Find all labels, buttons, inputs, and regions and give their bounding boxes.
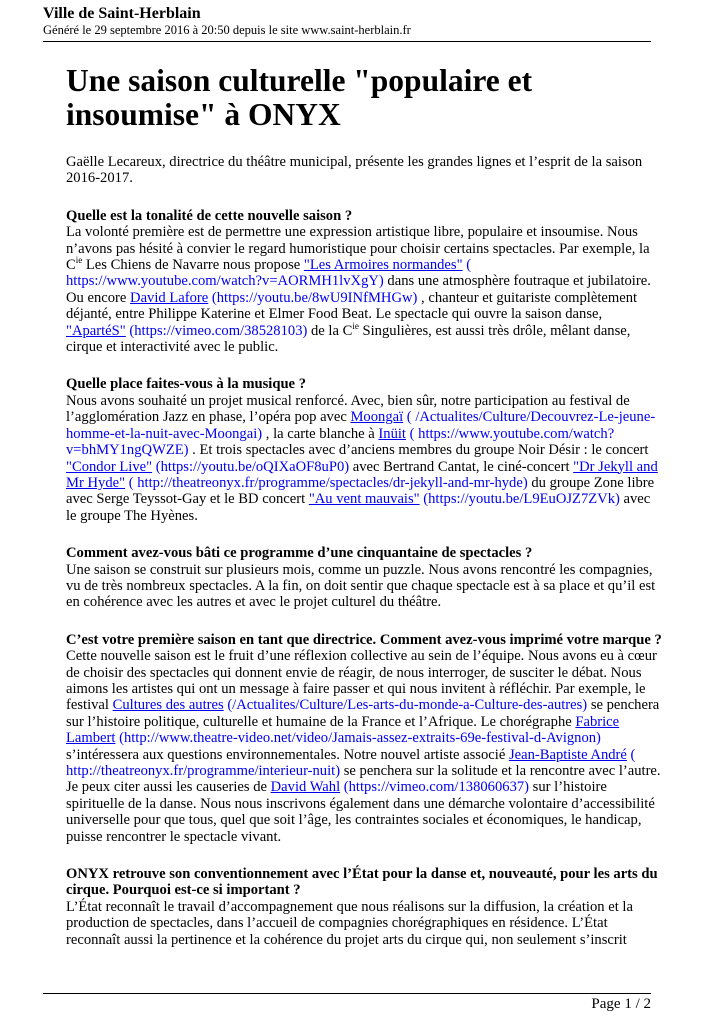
question: Quelle place faites-vous à la musique ? bbox=[66, 376, 306, 393]
question: C’est votre première saison en tant que directrice. Comment avez-vous imprimé votre marque ? bbox=[66, 631, 662, 648]
question: ONYX retrouve son conventionnement avec l’État pour la danse et, nouveauté, pour les arts du cirque. Pourquoi est-ce si important ? bbox=[66, 866, 658, 899]
question: Comment avez-vous bâti ce programme d’une cinquantaine de spectacles ? bbox=[66, 545, 533, 562]
answer: Une saison se construit sur plusieurs mois, comme un puzzle. Nous avons rencontré les compagnies, vu de très nombreux spectacles. A la fin, on doit sentir que chaque spectacle est à sa place et qu’il est en cohérence avec les autres et avec le projet culturel du théâtre. bbox=[66, 561, 656, 611]
generation-note: Généré le 29 septembre 2016 à 20:50 depuis le site www.saint-herblain.fr bbox=[43, 23, 411, 37]
link-url: ( http://theatreonyx.fr/programme/interieur-nuit) bbox=[66, 746, 636, 779]
link-url: ( https://www.youtube.com/watch?v=AORMH1lvXgY) bbox=[66, 257, 472, 290]
link-url: ( https://www.youtube.com/watch?v=bhMY1ngQWZE) bbox=[66, 425, 615, 459]
link-url: ( /Actualites/Culture/Decouvrez-Le-jeune-homme-et-la-nuit-avec-Moongai) bbox=[66, 409, 656, 442]
answer-text: Singulières, est aussi très drôle, mêlant danse, cirque et interactivité avec le public. bbox=[66, 322, 631, 356]
answer bbox=[66, 224, 662, 355]
qa-section-programme bbox=[66, 545, 662, 611]
answer-text: , la carte blanche à bbox=[262, 425, 379, 442]
answer-text: du groupe Zone libre avec Serge Teyssot-Gay et le BD concert bbox=[66, 474, 655, 508]
link-david-wahl[interactable]: David Wahl bbox=[270, 779, 341, 796]
answer-text: se penchera sur la solitude et la rencontre avec l’autre. Je peux citer aussi les causeries de bbox=[66, 763, 661, 796]
link-url: ( http://theatreonyx.fr/programme/spectacles/dr-jekyll-and-mr-hyde) bbox=[125, 474, 528, 491]
answer-text: dans une atmosphère foutraque et jubilatoire. Ou encore bbox=[66, 273, 651, 306]
site-name: Ville de Saint-Herblain bbox=[43, 5, 201, 22]
answer-text: s’intéressera aux questions environnementales. Notre nouvel artiste associé bbox=[66, 746, 509, 763]
article-title: Une saison culturelle "populaire et insoumise" à ONYX bbox=[66, 63, 533, 132]
link-url: (https://youtu.be/L9EuOJZ7ZVk) bbox=[419, 491, 620, 508]
link-les-armoires-normandes[interactable]: "Les Armoires normandes" bbox=[303, 257, 463, 274]
answer-text: se penchera sur l’histoire politique, culturelle et humaine de la France et l’Afrique. Le chorégraphe bbox=[66, 697, 660, 730]
answer-text: , chanteur et guitariste complètement déjanté, entre Philippe Katerine et Elmer Food Beat. Le spectacle qui ouvre la saison danse, bbox=[66, 289, 638, 323]
answer-text: sur l’histoire spirituelle de la danse. Nous nous inscrivons également dans une démarche volontaire d’accessibilité universelle pour que tous, quel que soit l’âge, les contraintes sociales et économiques, le handicap, puisse rencontrer le spectacle vivant. bbox=[66, 779, 655, 845]
answer: L’État reconnaît le travail d’accompagnement que nous réalisons sur la diffusion, la création et la production de spectacles, dans l’accueil de compagnies chorégraphiques en résidence. L’État reconnaît aussi la pertinence et la cohérence du projet arts du cirque qui, non seulement s’inscrit bbox=[66, 898, 633, 948]
answer-text: La volonté première est de permettre une expression artistique libre, populaire et insoumise. Nous n’avons pas hésité à convier le regard humoristique pour choisir certains spectacles. Par exemple, la C bbox=[66, 224, 650, 274]
answer-text: avec le groupe The Hyènes. bbox=[66, 491, 651, 524]
answer-text: Nous avons souhaité un projet musical renforcé. Avec, bien sûr, notre participation au festival de l’agglomération Jazz en phase, l’opéra pop avec bbox=[66, 392, 630, 426]
link-url: (/Actualites/Culture/Les-arts-du-monde-a-Culture-des-autres) bbox=[223, 697, 588, 714]
qa-section-musique bbox=[66, 376, 662, 524]
qa-section-premiere-saison bbox=[66, 632, 662, 845]
link-au-vent-mauvais[interactable]: "Au vent mauvais" bbox=[308, 491, 420, 508]
answer-text: Les Chiens de Navarre nous propose bbox=[82, 257, 304, 274]
answer bbox=[66, 648, 662, 845]
link-condor-live[interactable]: "Condor Live" bbox=[66, 458, 153, 475]
article-intro: Gaëlle Lecareux, directrice du théâtre municipal, présente les grandes lignes et l’esprit de la saison 2016-2017. bbox=[66, 154, 643, 187]
link-url: (https://youtu.be/8wU9INfMHGw) bbox=[208, 289, 418, 306]
superscript: ie bbox=[75, 255, 83, 266]
link-fabrice-lambert[interactable]: Fabrice Lambert bbox=[66, 713, 620, 747]
link-david-lafore[interactable]: David Lafore bbox=[130, 289, 209, 306]
link-dr-jekyll[interactable]: "Dr Jekyll and Mr Hyde" bbox=[66, 458, 658, 491]
link-cultures-des-autres[interactable]: Cultures des autres bbox=[112, 697, 224, 714]
link-url: (https://youtu.be/oQIXaOF8uP0) bbox=[152, 458, 350, 475]
page-footer bbox=[43, 993, 651, 1012]
page-number: Page 1 / 2 bbox=[591, 996, 651, 1012]
superscript: ie bbox=[352, 320, 359, 331]
link-jean-baptiste-andre[interactable]: Jean-Baptiste André bbox=[508, 746, 627, 763]
answer-text: avec Bertrand Cantat, le ciné-concert bbox=[349, 458, 574, 475]
link-url: (https://vimeo.com/38528103) bbox=[125, 322, 308, 339]
qa-section-conventionnement bbox=[66, 866, 662, 948]
page-header bbox=[43, 5, 651, 42]
link-apartes[interactable]: "ApartéS" bbox=[66, 322, 126, 339]
link-inuit[interactable]: Inüit bbox=[378, 425, 406, 442]
link-url: (https://vimeo.com/138060637) bbox=[340, 779, 530, 796]
qa-section-tonalite bbox=[66, 208, 662, 356]
answer-text: Cette nouvelle saison est le fruit d’une réflexion collective au sein de l’équipe. Nous avons eu à cœur de choisir des spectacles qui donnent envie de réagir, de nous interroger, de susciter le débat. Nous aimons les artistes qui ont un message à faire passer et qui nous invitent à réfléchir. Par exemple, le festival bbox=[66, 648, 657, 714]
question: Quelle est la tonalité de cette nouvelle saison ? bbox=[66, 207, 353, 224]
answer-text: . Et trois spectacles avec d’anciens membres du groupe Noir Désir : le concert bbox=[188, 442, 649, 459]
answer bbox=[66, 393, 662, 524]
article bbox=[66, 64, 662, 969]
link-url: (http://www.theatre-video.net/video/Jamais-assez-extraits-69e-festival-d-Avignon) bbox=[115, 730, 601, 747]
link-moongai[interactable]: Moongaï bbox=[350, 409, 404, 426]
answer-text: de la C bbox=[307, 322, 353, 339]
